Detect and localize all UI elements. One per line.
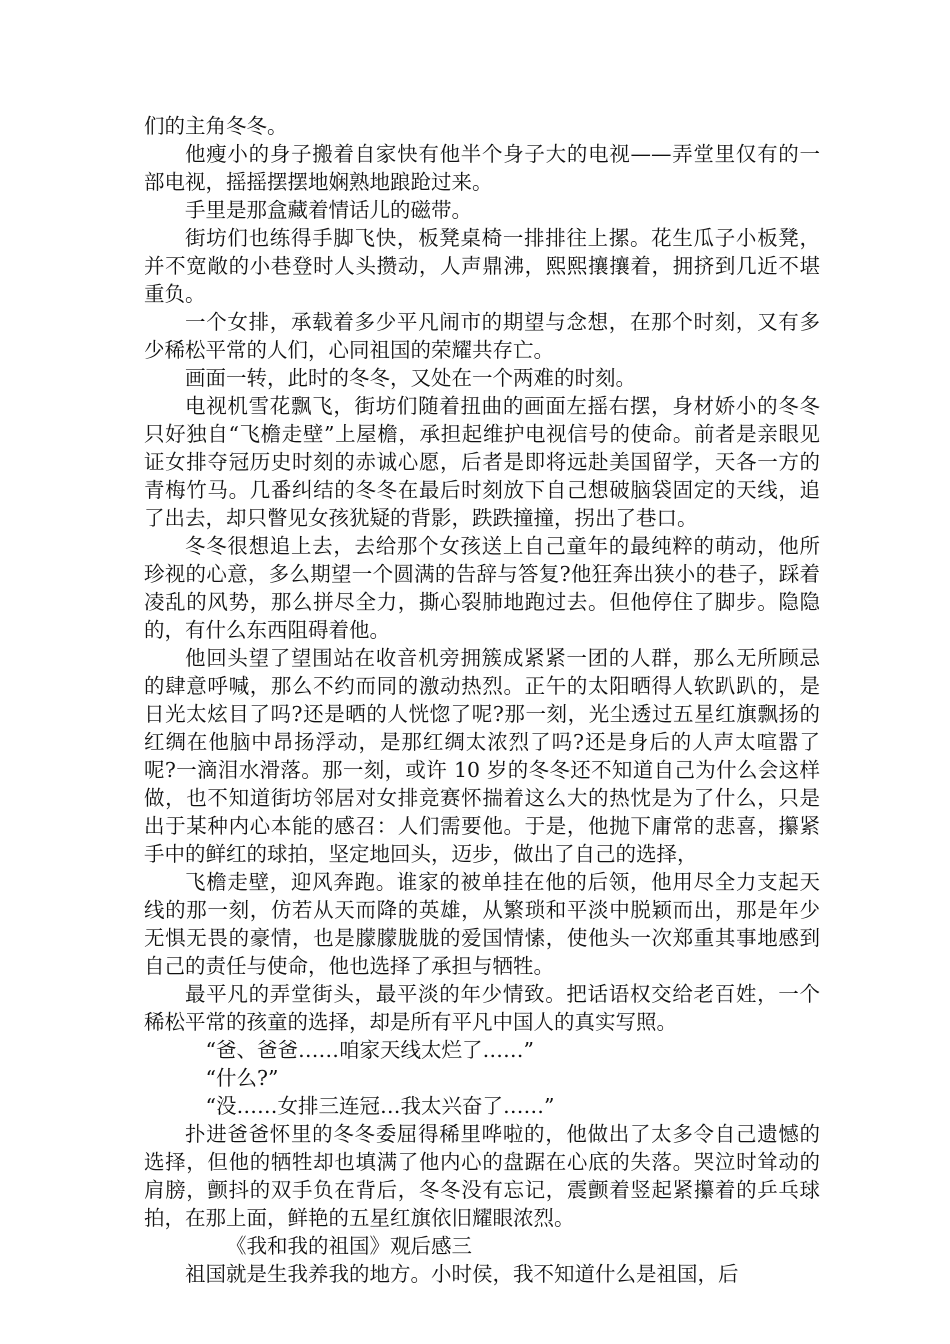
paragraph: 手里是那盒藏着情话儿的磁带。 [185,198,472,222]
paragraph: 电视机雪花飘飞，街坊们随着扭曲的画面左摇右摆，身材娇小的冬冬只好独自“飞檐走壁”上屋檐，承担起维护电视信号的使命。前者是亲眼见证女排夺冠历史时刻的赤诚心愿，后者是即将远赴美国留学，天各一方的青梅竹马。几番纠结的冬冬在最后时刻放下自己想破脑袋固定的天线，追了出去，却只瞥见女孩犹疑的背影，跌跌撞撞，拐出了巷口。 [144,394,820,530]
dialogue-line: “爸、爸爸……咱家天线太烂了……” [205,1038,534,1062]
dialogue-line: “什么?” [205,1066,279,1090]
section-title: 《我和我的祖国》观后感三 [226,1234,472,1258]
paragraph: 他回头望了望围站在收音机旁拥簇成紧紧一团的人群，那么无所顾忌的肆意呼喊，那么不约而同的激动热烈。正午的太阳晒得人软趴趴的，是日光太炫目了吗?还是晒的人恍惚了呢?那一刻，光尘透过五星红旗飘扬的红绸在他脑中昂扬浮动，是那红绸太浓烈了吗?还是身后的人声太喧嚣了呢?一滴泪水滑落。那一刻，或许 10 岁的冬冬还不知道自己为什么会这样做，也不知道街坊邻居对女排竞赛怀揣着这么大的热忱是为了什么，只是出于某种内心本能的感召：人们需要他。于是，他抛下庸常的悲喜，攥紧手中的鲜红的球拍，坚定地回头，迈步，做出了自己的选择， [144,646,820,866]
paragraph-continuation: 们的主角冬冬。 [144,114,288,138]
paragraph: 最平凡的弄堂街头，最平淡的年少情致。把话语权交给老百姓，一个稀松平常的孩童的选择，却是所有平凡中国人的真实写照。 [144,982,820,1034]
paragraph: 冬冬很想追上去，去给那个女孩送上自己童年的最纯粹的萌动，他所珍视的心意，多么期望一个圆满的告辞与答复?他狂奔出狭小的巷子，踩着凌乱的风势，那么拼尽全力，撕心裂肺地跑过去。但他停住了脚步。隐隐的，有什么东西阻碍着他。 [144,534,820,642]
paragraph: 画面一转，此时的冬冬，又处在一个两难的时刻。 [185,366,636,390]
dialogue-line: “没……女排三连冠…我太兴奋了……” [205,1094,555,1118]
document-body [144,112,820,1288]
paragraph: 飞檐走壁，迎风奔跑。谁家的被单挂在他的后领，他用尽全力支起天线的那一刻，仿若从天而降的英雄，从繁琐和平淡中脱颖而出，那是年少无惧无畏的豪情，也是朦朦胧胧的爱国情愫，使他头一次郑重其事地感到自己的责任与使命，他也选择了承担与牺牲。 [144,870,820,978]
paragraph: 祖国就是生我养我的地方。小时侯，我不知道什么是祖国，后 [185,1262,739,1286]
paragraph: 一个女排，承载着多少平凡闹市的期望与念想，在那个时刻，又有多少稀松平常的人们，心同祖国的荣耀共存亡。 [144,310,820,362]
paragraph: 扑进爸爸怀里的冬冬委屈得稀里哗啦的，他做出了太多令自己遗憾的选择，但他的牺牲却也填满了他内心的盘踞在心底的失落。哭泣时耸动的肩膀，颤抖的双手负在背后，冬冬没有忘记，震颤着竖起紧攥着的乒乓球拍，在那上面，鲜艳的五星红旗依旧耀眼浓烈。 [144,1122,820,1230]
paragraph: 街坊们也练得手脚飞快，板凳桌椅一排排往上摞。花生瓜子小板凳，并不宽敞的小巷登时人头攒动，人声鼎沸，熙熙攘攘着，拥挤到几近不堪重负。 [144,226,820,306]
paragraph: 他瘦小的身子搬着自家快有他半个身子大的电视——弄堂里仅有的一部电视，摇摇摆摆地娴熟地踉跄过来。 [144,142,820,194]
